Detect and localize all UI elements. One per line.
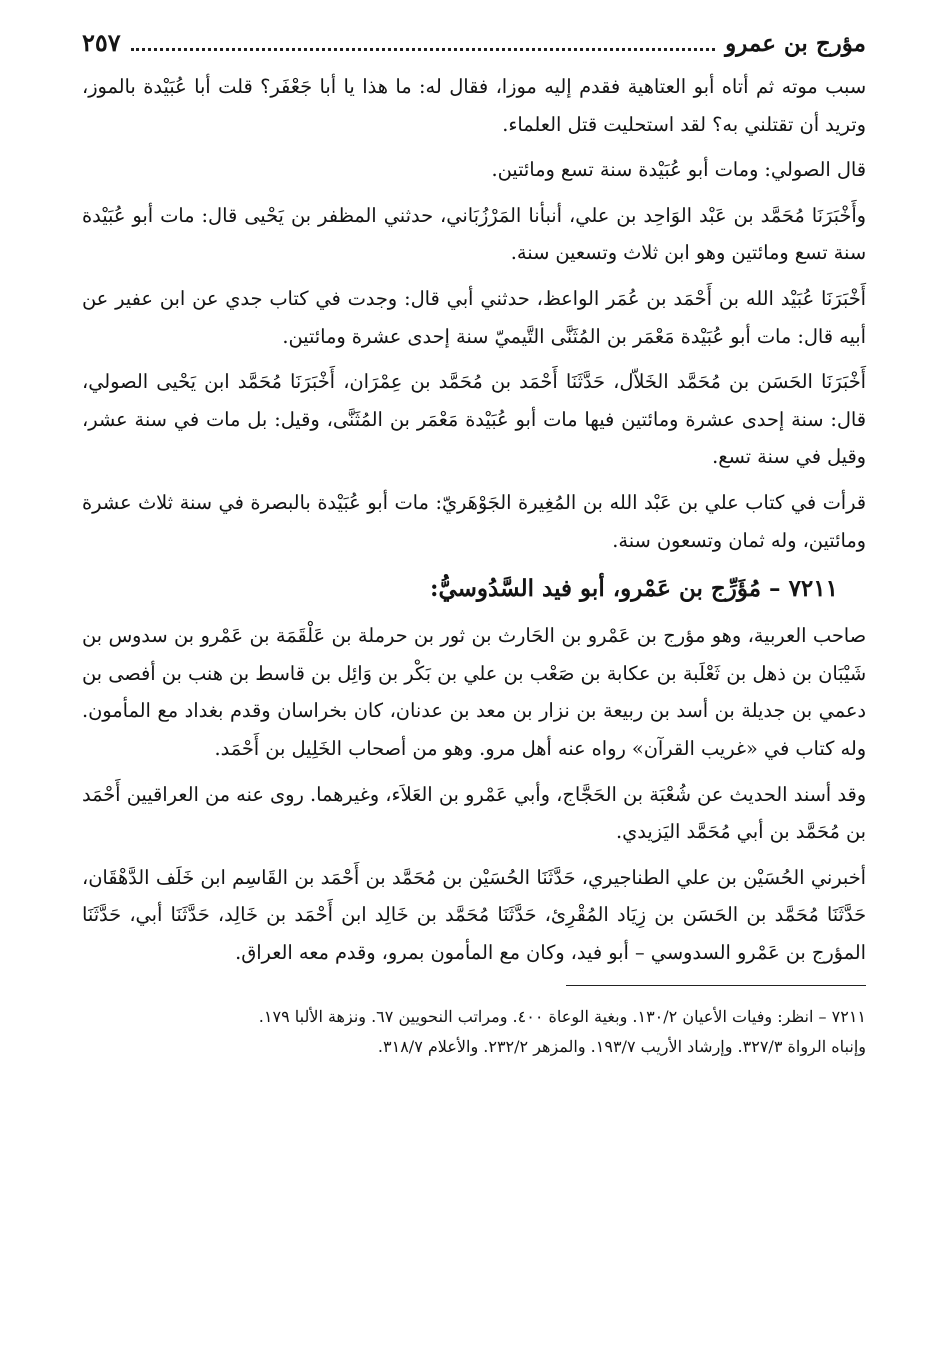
paragraph: صاحب العربية، وهو مؤرج بن عَمْرو بن الحَارث بن ثور بن حرملة بن عَلْقَمَة بن عَمْرو بن سدوس بن شَيْبَان بن ذهل بن ثَعْلَبة بن عكابة بن صَعْب بن علي بن بَكْر بن وَائِل بن قاسط بن هنب بن أفصى بن دعمي بن جديلة بن أسد بن ربيعة بن نزار بن معد بن عدنان، كان بخراسان وقدم بغداد مع المأمون. وله كتاب في «غريب القرآن» رواه عنه أهل مرو. وهو من أصحاب الخَلِيل بن أَحْمَد. bbox=[82, 624, 866, 760]
paragraph: وأَخْبَرَنَا مُحَمَّد بن عَبْد الوَاحِد بن علي، أنبأنا المَرْزُبَاني، حدثني المظفر بن يَحْيى قال: مات أبو عُبَيْدة سنة تسع ومائتين وهو ابن ثلاث وتسعين سنة. bbox=[82, 203, 866, 265]
running-header-title: مؤرج بن عمرو bbox=[725, 30, 866, 57]
main-text bbox=[82, 68, 866, 971]
paragraph: أَخْبَرَنَا عُبَيْد الله بن أَحْمَد بن عُمَر الواعظ، حدثني أبي قال: وجدت في كتاب جدي عن ابن عفير عن أبيه قال: مات أبو عُبَيْدة مَعْمَر بن المُثَنَّى التَّيميّ سنة إحدى عشرة ومائتين. bbox=[82, 286, 866, 348]
paragraph: سبب موته ثم أتاه أبو العتاهية فقدم إليه موزا، فقال له: ما هذا يا أبا جَعْفَر؟ قلت أبا عُبَيْدة بالموز، وتريد أن تقتلني به؟ لقد استحليت قتل العلماء. bbox=[82, 75, 866, 136]
footnote bbox=[82, 1002, 866, 1062]
paragraph: أَخْبَرَنَا الحَسَن بن مُحَمَّد الخَلاّل، حَدَّثَنَا أَحْمَد بن مُحَمَّد بن عِمْرَان، أَخْبَرَنَا مُحَمَّد ابن يَحْيى الصولي، قال: سنة إحدى عشرة ومائتين فيها مات أبو عُبَيْدة مَعْمَر بن المُثَنَّى، وقيل: بل مات في سنة عشر، وقيل في سنة تسع. bbox=[82, 370, 866, 469]
entry-heading: ٧٢١١ – مُؤَرِّج بن عَمْرو، أبو فيد السَّدُوسيُّ: bbox=[430, 575, 838, 603]
footnote-line: ٧٢١١ – انظر: وفيات الأعيان ١٣٠/٢. وبغية الوعاة ٤٠٠. ومراتب النحويين ٦٧. ونزهة الألبا ١٧٩. bbox=[258, 1007, 866, 1027]
footnote-line: وإنباه الرواة ٣٢٧/٣. وإرشاد الأريب ١٩٣/٧. والمزهر ٢٣٢/٢. والأعلام ٣١٨/٧. bbox=[377, 1037, 866, 1057]
header-dot-leader bbox=[131, 47, 715, 51]
paragraph: وقد أسند الحديث عن شُعْبَة بن الحَجَّاج، وأبي عَمْرو بن العَلاَء، وغيرهما. روى عنه من العراقيين أَحْمَد بن مُحَمَّد بن أبي مُحَمَّد اليَزيدي. bbox=[82, 782, 866, 844]
footnote-divider bbox=[566, 985, 866, 986]
running-header bbox=[82, 28, 866, 68]
paragraph: قال الصولي: ومات أبو عُبَيْدة سنة تسع ومائتين. bbox=[491, 158, 866, 182]
page-number: ٢٥٧ bbox=[82, 28, 121, 57]
paragraph: أخبرني الحُسَيْن بن علي الطناجيري، حَدَّثَنَا الحُسَيْن بن مُحَمَّد بن أَحْمَد بن القَاسِم ابن خَلَف الدَّهْقَان، حَدَّثَنَا مُحَمَّد بن الحَسَن بن زِيَاد المُقْرِئ، حَدَّثَنَا مُحَمَّد بن خَالِد ابن أَحْمَد بن خَالِد، حَدَّثَنَا أبي، حَدَّثَنَا المؤرج بن عَمْرو السدوسي – أبو فيد، وكان مع المأمون بمرو، وقدم معه العراق. bbox=[82, 865, 866, 964]
book-page bbox=[82, 28, 866, 1062]
paragraph: قرأت في كتاب علي بن عَبْد الله بن المُغِيرة الجَوْهَريّ: مات أبو عُبَيْدة بالبصرة في سنة ثلاث عشرة ومائتين، وله ثمان وتسعون سنة. bbox=[82, 490, 866, 552]
